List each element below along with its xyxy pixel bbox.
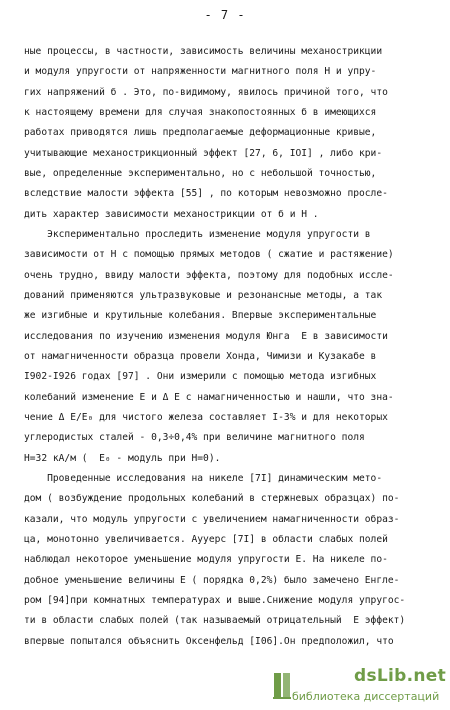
watermark — [272, 666, 447, 706]
text-line: исследования по изучению изменения модуля Юнга Е в зависимости — [24, 330, 388, 342]
text-line: чение Δ E/E₀ для чистого железа составляет I-3% и для некоторых — [24, 411, 388, 423]
text-line: вые, определенные экспериментально, но с небольшой точностью, — [24, 167, 377, 179]
body-text — [24, 42, 436, 652]
text-line: к настоящему времени для случая знакопостоянных б в имеющихся — [24, 106, 377, 118]
text-line: добное уменьшение величины E ( порядка 0,2%) было замечено Енглe- — [24, 574, 400, 586]
text-line: от намагниченности образца провели Хонда, Чимизи и Кузакабе в — [24, 350, 377, 362]
text-line: ца, монотонно увеличивается. Аууерс [7I] в области слабых полей — [24, 533, 388, 545]
text-line: наблюдал некоторое уменьшение модуля упругости Е. На никеле по- — [24, 554, 388, 566]
text-line: Экспериментально проследить изменение модуля упругости в — [24, 228, 371, 240]
text-line: и модуля упругости от напряженности магнитного поля Н и упру- — [24, 66, 377, 78]
watermark-subtitle: библиотека диссертаций — [292, 690, 440, 703]
text-line: углеродистых сталей - 0,3÷0,4% при величине магнитного поля — [24, 432, 365, 444]
text-line: гих напряжений б . Это, по-видимому, явилось причиной того, что — [24, 86, 388, 98]
text-line: учитывающие механострикционный эффект [27, 6, IOI] , либо кри- — [24, 147, 383, 159]
text-line: зависимости от Н с помощью прямых методов ( сжатие и растяжение) — [24, 249, 394, 261]
page-number: - 7 - — [204, 8, 246, 22]
text-line: казали, что модуль упругости с увеличением намагниченности образ- — [24, 513, 400, 525]
text-line: ные процессы, в частности, зависимость величины механострикции — [24, 46, 383, 57]
text-line: работах приводятся лишь предполагаемые деформационные кривые, — [24, 127, 377, 139]
text-line: же изгибные и крутильные колебания. Впервые экспериментальные — [24, 310, 377, 322]
text-line: Проведенные исследования на никеле [7I] динамическим мето- — [24, 472, 383, 484]
text-line: дований применяются ультразвуковые и резонансные методы, а так — [24, 289, 383, 301]
text-line: Н=32 кА/м ( E₀ - модуль при Н=0). — [24, 452, 221, 464]
text-line: вследствие малости эффекта [55] , по которым невозможно просле- — [24, 188, 388, 200]
text-line: ти в области слабых полей (так называемый отрицательный Е эффект) — [24, 615, 406, 627]
text-line: ром [94]при комнатных температурах и выше.Снижение модуля упругос- — [24, 594, 406, 606]
text-line: колебаний изменение Е и Δ Е с намагниченностью и нашли, что зна- — [24, 391, 394, 403]
book-icon — [272, 670, 294, 700]
text-line: дить характер зависимости механострикции от б и Н . — [24, 208, 319, 220]
text-line: I902-I926 годах [97] . Они измерили с помощью метода изгибных — [24, 371, 377, 383]
text-line: впервые попытался объяснить Оксенфельд [I06].Он предполoжил, что — [24, 635, 394, 647]
text-line: очень трудно, ввиду малости эффекта, поэтому для подобных иссле- — [24, 269, 394, 281]
watermark-title: dsLib.net — [354, 666, 447, 686]
text-line: дом ( возбуждение продольных колебаний в стержневых образцах) по- — [24, 493, 400, 505]
